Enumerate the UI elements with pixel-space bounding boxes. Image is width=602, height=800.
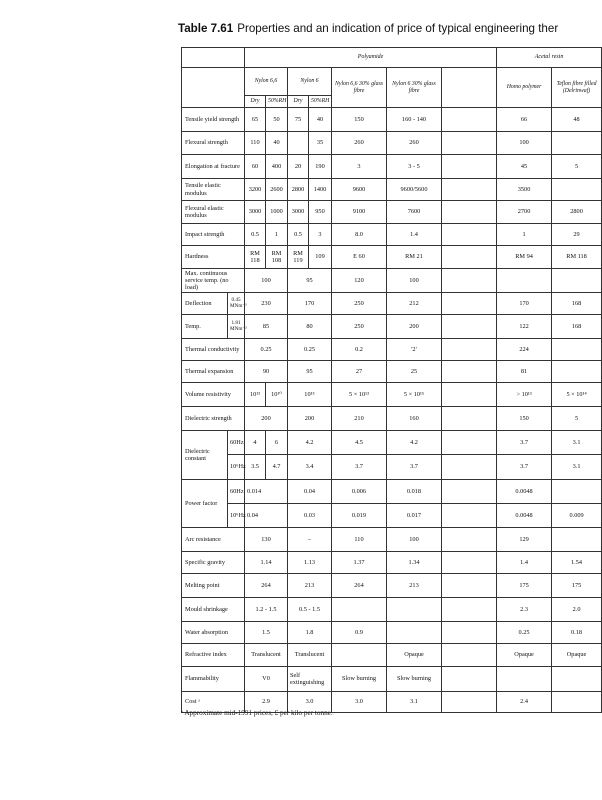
cell: 2.4 [497,692,552,713]
row-label: Tensile elastic modulus [182,179,245,201]
cell [332,644,387,667]
cell: 3.7 [497,431,552,455]
cell: 25 [387,361,442,383]
cell: RM 108 [266,246,288,269]
cell: 45 [497,155,552,179]
cell [442,246,497,269]
row-label: Flexural strength [182,132,245,155]
cell: 224 [497,339,552,361]
cell: – [288,528,332,552]
header-row-materials [182,68,602,96]
cell: 160 [387,407,442,431]
cell: 5 × 10¹⁵ [387,383,442,407]
cell: RM 21 [387,246,442,269]
cell: 81 [497,361,552,383]
cell [442,644,497,667]
cell: 160 - 140 [387,108,442,132]
material-nylon-66: Nylon 6,6 [245,68,288,96]
cell: 10¹⁵ [288,383,332,407]
cell: RM 94 [497,246,552,269]
cell [442,480,497,504]
cell: 7600 [387,201,442,224]
cell: 0.5 [245,224,266,246]
cell: 175 [497,574,552,598]
table-row [182,269,602,293]
cell: 0.18 [552,622,602,644]
cell [497,269,552,293]
row-label: Dielectric strength [182,407,245,431]
cell [552,528,602,552]
cell: 40 [309,108,332,132]
table-row [182,132,602,155]
cell: 109 [309,246,332,269]
row-label: Refractive index [182,644,245,667]
header-blank [442,68,497,108]
cell: 3 [309,224,332,246]
cell: 190 [309,155,332,179]
cell [288,132,309,155]
cell: 0.9 [332,622,387,644]
cell: 1.2 - 1.5 [245,598,288,622]
group-polyamide: Polyamide [245,48,497,68]
row-label: Volume resistivity [182,383,245,407]
cell: 29 [552,224,602,246]
cell: Translucent [245,644,288,667]
cell: Opaque [497,644,552,667]
cell: 0.25 [497,622,552,644]
cell: 1.4 [387,224,442,246]
cell: 1.34 [387,552,442,574]
cell: 5 × 10¹³ [332,383,387,407]
cell: 2700 [497,201,552,224]
cell: 8.0 [332,224,387,246]
row-label: Impact strength [182,224,245,246]
cell: 65 [245,108,266,132]
table-number: Table 7.61 [178,22,234,35]
cell: 100 [497,132,552,155]
cell [332,598,387,622]
row-label: Arc resistance [182,528,245,552]
row-label: Thermal conductivity [182,339,245,361]
cell: 4.2 [387,431,442,455]
cell: 260 [332,132,387,155]
cell: 9100 [332,201,387,224]
cell: 0.0048 [497,480,552,504]
cell: 170 [497,293,552,315]
cell: 35 [309,132,332,155]
cell [442,108,497,132]
table-row [182,574,602,598]
cell: V0 [245,667,288,692]
cell [442,455,497,480]
cell: 3 - 5 [387,155,442,179]
cell: 90 [245,361,288,383]
cell [442,201,497,224]
table-row [182,431,602,455]
cell: 200 [245,407,288,431]
table-row [182,246,602,269]
cell: 0.04 [288,480,332,504]
cell: 130 [245,528,288,552]
row-label: Thermal expansion [182,361,245,383]
cell: 122 [497,315,552,339]
group-acetal: Acetal resin [497,48,602,68]
cell: 150 [497,407,552,431]
cell: Translucent [288,644,332,667]
cell: 212 [387,293,442,315]
condition-dry: Dry [245,96,266,108]
cell: 2.0 [552,598,602,622]
condition-rh: 50%RH [266,96,288,108]
cell: 0.018 [387,480,442,504]
table-caption [178,22,568,35]
table-row [182,480,602,504]
cell: 80 [288,315,332,339]
cell: 3000 [288,201,309,224]
cell: 250 [332,315,387,339]
cell: 0.25 [245,339,288,361]
cell [442,574,497,598]
cell: '2' [387,339,442,361]
cell: 27 [332,361,387,383]
cell: RM 119 [288,246,309,269]
row-label: Max. continuous service temp. (no load) [182,269,245,293]
header-row-groups [182,48,602,68]
cell: 1.8 [288,622,332,644]
cell: 2600 [266,179,288,201]
cell [387,622,442,644]
cell: 3.4 [288,455,332,480]
cell: E 60 [332,246,387,269]
cell [552,269,602,293]
cell [442,315,497,339]
cell: 0.0048 [497,504,552,528]
cell [387,598,442,622]
cell: 0.014 [245,480,288,504]
cell: 110 [332,528,387,552]
cell: 0.5 [288,224,309,246]
cell [442,132,497,155]
row-label: Power factor [182,480,228,528]
cell [442,528,497,552]
cell: 5 [552,407,602,431]
cell: 3.1 [387,692,442,713]
row-label: Mould shrinkage [182,598,245,622]
cell [442,224,497,246]
cell: 1.37 [332,552,387,574]
cell: 10¹⁰ [266,383,288,407]
condition-rh: 50%RH [309,96,332,108]
cell: 200 [288,407,332,431]
cell: 3.7 [497,455,552,480]
cell: 950 [309,201,332,224]
cell: 95 [288,361,332,383]
cell: 10¹³ [245,383,266,407]
cell: 1000 [266,201,288,224]
table-row [182,224,602,246]
row-label: Specific gravity [182,552,245,574]
cell [442,155,497,179]
cell: 85 [245,315,288,339]
cell: 100 [245,269,288,293]
row-label: Deflection [182,293,228,315]
cell: 2800 [288,179,309,201]
cell: 0.006 [332,480,387,504]
table-row [182,361,602,383]
material-nylon-6: Nylon 6 [288,68,332,96]
cell: 3500 [497,179,552,201]
cell: RM 118 [552,246,602,269]
row-label: Flexural elastic modulus [182,201,245,224]
table-row [182,504,602,528]
cell: 260 [387,132,442,155]
cell: 1 [497,224,552,246]
cell: 0.03 [288,504,332,528]
row-label: Cost ᵃ [182,692,245,713]
cell: Slow burning [332,667,387,692]
material-nylon-66-gf: Nylon 6,6 30% glass fibre [332,68,387,108]
table-row [182,315,602,339]
cell: Opaque [387,644,442,667]
cell [442,552,497,574]
cell: 213 [387,574,442,598]
cell: 0.2 [332,339,387,361]
cell: 20 [288,155,309,179]
cell: 5 [552,155,602,179]
cell: 110 [245,132,266,155]
material-teflon-filled: Teflon fibre filled (Delrinwaf) [552,68,602,108]
cell: 40 [266,132,288,155]
header-blank [182,48,245,68]
cell: 75 [288,108,309,132]
header-blank [182,68,245,108]
row-sublabel: 10⁶Hz [228,504,245,528]
table-row [182,179,602,201]
cell [497,667,552,692]
cell: 48 [552,108,602,132]
row-sublabel: 1.81 MNm⁻² [228,315,245,339]
cell [552,339,602,361]
cell: 3.0 [288,692,332,713]
cell: 168 [552,315,602,339]
table-row [182,108,602,132]
cell: 264 [332,574,387,598]
row-label: Temp. [182,315,228,339]
cell: 4.7 [266,455,288,480]
cell [442,293,497,315]
table-row [182,155,602,179]
cell [442,383,497,407]
table-row [182,201,602,224]
cell: 4 [245,431,266,455]
row-sublabel: 60Hz [228,480,245,504]
cell: 9600/5600 [387,179,442,201]
cell: 3.1 [552,431,602,455]
row-label: Dielectric constant [182,431,228,480]
table-row [182,552,602,574]
row-label: Flammability [182,667,245,692]
cell: 6 [266,431,288,455]
table-row [182,622,602,644]
cell: 210 [332,407,387,431]
cell [442,598,497,622]
cell: 60 [245,155,266,179]
cell: 3.7 [332,455,387,480]
cell: 250 [332,293,387,315]
cell [442,431,497,455]
cell [552,179,602,201]
cell [442,407,497,431]
cell [442,622,497,644]
cell: 3.7 [387,455,442,480]
cell [552,361,602,383]
cell: 1.4 [497,552,552,574]
cell: 2.9 [245,692,288,713]
table-row [182,667,602,692]
cell: RM 118 [245,246,266,269]
cell: 0.009 [552,504,602,528]
cell: 3.0 [332,692,387,713]
cell: 213 [288,574,332,598]
cell: 175 [552,574,602,598]
cell: 4.2 [288,431,332,455]
cell: 0.04 [245,504,288,528]
material-nylon-6-gf: Nylon 6 30% glass fibre [387,68,442,108]
cell: 100 [387,269,442,293]
table-row [182,528,602,552]
cell: 2.3 [497,598,552,622]
cell: 264 [245,574,288,598]
cell: Slow burning [387,667,442,692]
cell: 3 [332,155,387,179]
cell: 1.5 [245,622,288,644]
condition-dry: Dry [288,96,309,108]
cell: 1400 [309,179,332,201]
table-row [182,293,602,315]
cell: 100 [387,528,442,552]
cell: 0.017 [387,504,442,528]
material-homopolymer: Homo polymer [497,68,552,108]
cell [552,480,602,504]
cell: 230 [245,293,288,315]
cell: 5 × 10¹⁴ [552,383,602,407]
table-row [182,339,602,361]
cell: 200 [387,315,442,339]
cell: 50 [266,108,288,132]
cell: Self extinguishing [288,667,332,692]
cell: 1.54 [552,552,602,574]
cell [442,504,497,528]
cell [552,132,602,155]
cell: 168 [552,293,602,315]
table-row [182,644,602,667]
cell: 129 [497,528,552,552]
cell [442,269,497,293]
row-sublabel: 0.45 MNm⁻² [228,293,245,315]
cell: Opaque [552,644,602,667]
table-title: Properties and an indication of price of typical engineering ther [237,22,559,35]
cell: 1.14 [245,552,288,574]
cell: > 10¹³ [497,383,552,407]
cell: 0.019 [332,504,387,528]
row-label: Hardness [182,246,245,269]
cell: 0.5 - 1.5 [288,598,332,622]
cell: 150 [332,108,387,132]
properties-table [181,47,602,713]
table-row [182,455,602,480]
cell: 66 [497,108,552,132]
cell: 170 [288,293,332,315]
cell: 9600 [332,179,387,201]
cell: 0.25 [288,339,332,361]
cell: 4.5 [332,431,387,455]
row-label: Water absorption [182,622,245,644]
cell: 3000 [245,201,266,224]
cell: 1 [266,224,288,246]
cell: 95 [288,269,332,293]
cell: 1.13 [288,552,332,574]
cell: 3200 [245,179,266,201]
cell: 3.1 [552,455,602,480]
cell [442,667,497,692]
table-row [182,407,602,431]
footnote: ᵃ Approximate mid-1991 prices, £ per kilo per tonne. [181,709,333,717]
cell [552,667,602,692]
cell: 120 [332,269,387,293]
row-label: Elongation at fracture [182,155,245,179]
table-row [182,598,602,622]
table-row [182,383,602,407]
row-label: Tensile yield strength [182,108,245,132]
cell [442,179,497,201]
row-sublabel: 10⁶Hz [228,455,245,480]
cell: 3.5 [245,455,266,480]
row-sublabel: 60Hz [228,431,245,455]
cell: 2800 [552,201,602,224]
row-label: Melting point [182,574,245,598]
cell [442,339,497,361]
cell [442,361,497,383]
cell: 400 [266,155,288,179]
